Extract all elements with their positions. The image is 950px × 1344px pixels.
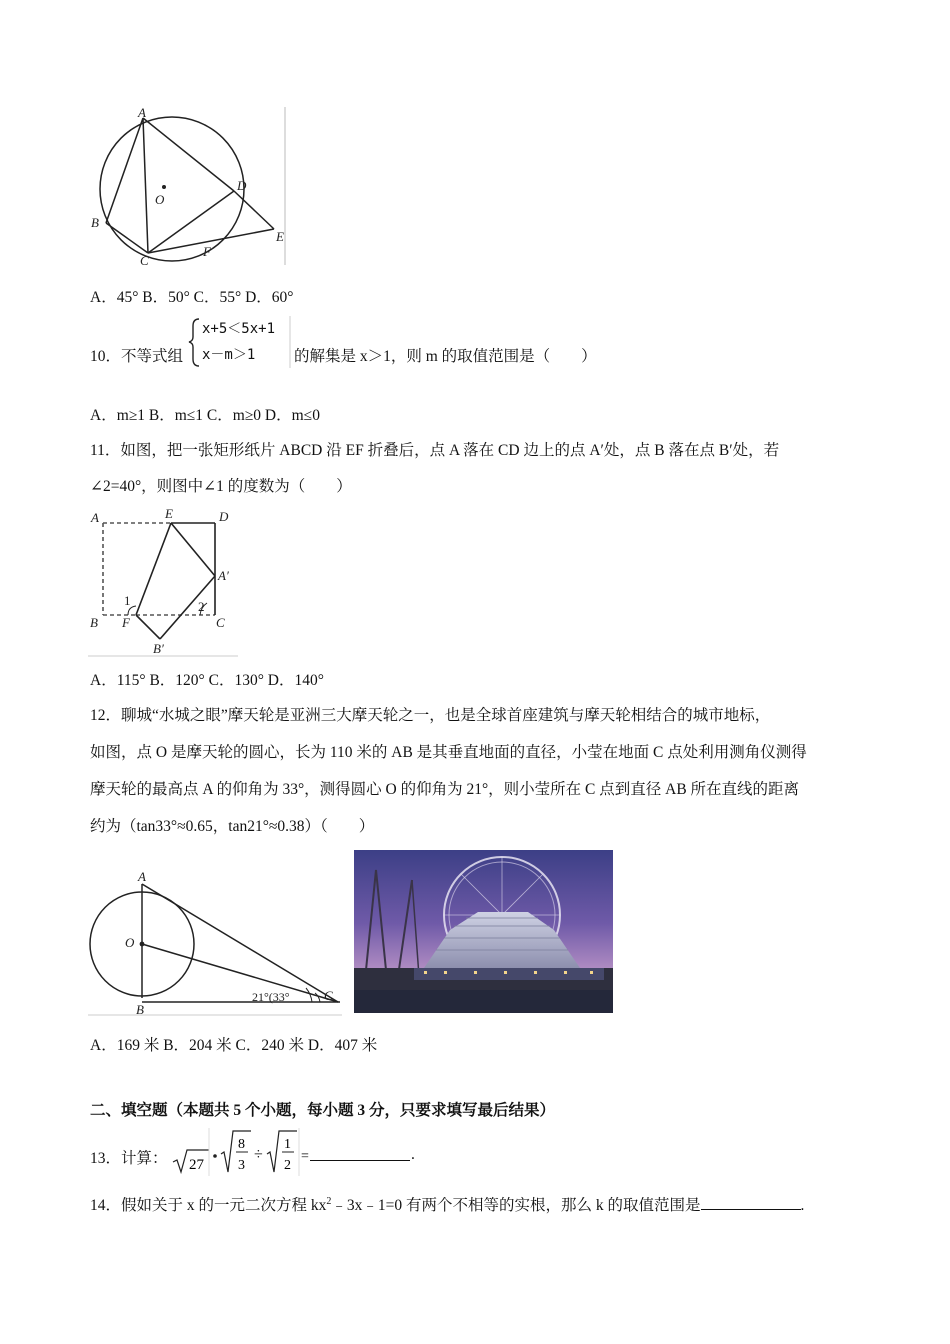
q13-eq: = (301, 1149, 309, 1164)
q12-label-angles: 21°(33° (252, 990, 290, 1004)
q9-label-f: F (203, 244, 211, 259)
q11-text-line1: 11．如图，把一张矩形纸片 ABCD 沿 EF 折叠后，点 A 落在 CD 边上的点 A′处，点 B 落在点 B′处，若 (90, 442, 780, 459)
q11-label-a: A (91, 510, 99, 525)
q14-text2: ﹣3x﹣1=0 有两个不相等的实根，那么 k 的取值范围是 (331, 1197, 701, 1214)
q9-label-a: A (138, 105, 146, 120)
q14-answer-blank[interactable] (701, 1195, 801, 1210)
q11-label-1: 1 (124, 593, 131, 608)
q13-frac1-num: 8 (238, 1137, 245, 1152)
q11-label-f: F (122, 615, 130, 630)
q11-label-2: 2 (198, 599, 205, 614)
q9-options: A．45° B．50° C．55° D．60° (90, 289, 294, 306)
q9-label-c: C (140, 253, 149, 267)
q10-number: 10． (90, 348, 122, 365)
q11-text-line2: ∠2=40°，则图中∠1 的度数为（ ） (90, 478, 352, 495)
q11-label-d: D (219, 509, 229, 524)
q13-div: ÷ (254, 1146, 263, 1163)
q12-figure-diagram (88, 868, 342, 1018)
q13-rad1: 27 (189, 1157, 204, 1173)
q10-suffix: 的解集是 x＞1，则 m 的取值范围是（ ） (294, 348, 597, 365)
q13-answer-blank[interactable] (310, 1146, 410, 1166)
q11-label-b-prime: B′ (153, 641, 164, 656)
q13-frac2-den: 2 (284, 1158, 291, 1173)
q12-label-o: O (125, 935, 135, 950)
q14-sup: 2 (326, 1195, 332, 1207)
q13-expression (171, 1128, 311, 1176)
q12-options: A．169 米 B．204 米 C．240 米 D．407 米 (90, 1037, 378, 1054)
q11-label-c: C (216, 615, 225, 630)
q14-end: . (800, 1197, 805, 1214)
q13-frac1-den: 3 (238, 1158, 245, 1173)
q10-system-line1: x+5＜5x+1 (202, 321, 276, 337)
q12-text-line3: 摩天轮的最高点 A 的仰角为 33°，测得圆心 O 的仰角为 21°，则小莹所在 C 点到直径 AB 所在直线的距离 (90, 781, 800, 798)
q11-label-b: B (90, 615, 98, 630)
q10-inequality-system (187, 316, 292, 368)
q9-figure (88, 105, 288, 267)
q14-question (90, 1193, 804, 1215)
q12-text-line2: 如图，点 O 是摩天轮的圆心，长为 110 米的 AB 是其垂直地面的直径，小莹在地面 C 点处利用测角仪测得 (90, 744, 807, 761)
q12-text-line4: 约为（tan33°≈0.65，tan21°≈0.38）（ ） (90, 818, 375, 835)
q12-text-line1: 12．聊城“水城之眼”摩天轮是亚洲三大摩天轮之一，也是全球首座建筑与摩天轮相结合的城市地标， (90, 707, 771, 724)
q13-prefix: 13．计算： (90, 1150, 168, 1167)
q14-text: 14．假如关于 x 的一元二次方程 kx (90, 1197, 327, 1214)
q9-label-d: D (237, 178, 247, 193)
q10-system-line2: x－m＞1 (202, 347, 256, 363)
q11-options: A．115° B．120° C．130° D．140° (90, 672, 324, 689)
q13-frac2-num: 1 (284, 1137, 291, 1152)
q12-label-a: A (138, 869, 146, 884)
q9-label-b: B (91, 215, 99, 230)
q10-prefix: 不等式组 (121, 348, 184, 365)
q9-label-o: O (155, 192, 165, 207)
q12-label-b: B (136, 1002, 144, 1017)
q10-options: A．m≥1 B．m≤1 C．m≥0 D．m≤0 (90, 407, 320, 424)
q12-ferris-wheel-photo (354, 850, 613, 1013)
section2-heading: 二、填空题（本题共 5 个小题，每小题 3 分，只要求填写最后结果） (90, 1102, 556, 1119)
q9-label-e: E (276, 229, 284, 244)
q11-label-a-prime: A′ (218, 568, 229, 583)
q11-figure (88, 503, 238, 658)
q11-label-e: E (165, 506, 173, 521)
q12-label-c: C (324, 988, 333, 1003)
q13-end: . (411, 1146, 415, 1163)
